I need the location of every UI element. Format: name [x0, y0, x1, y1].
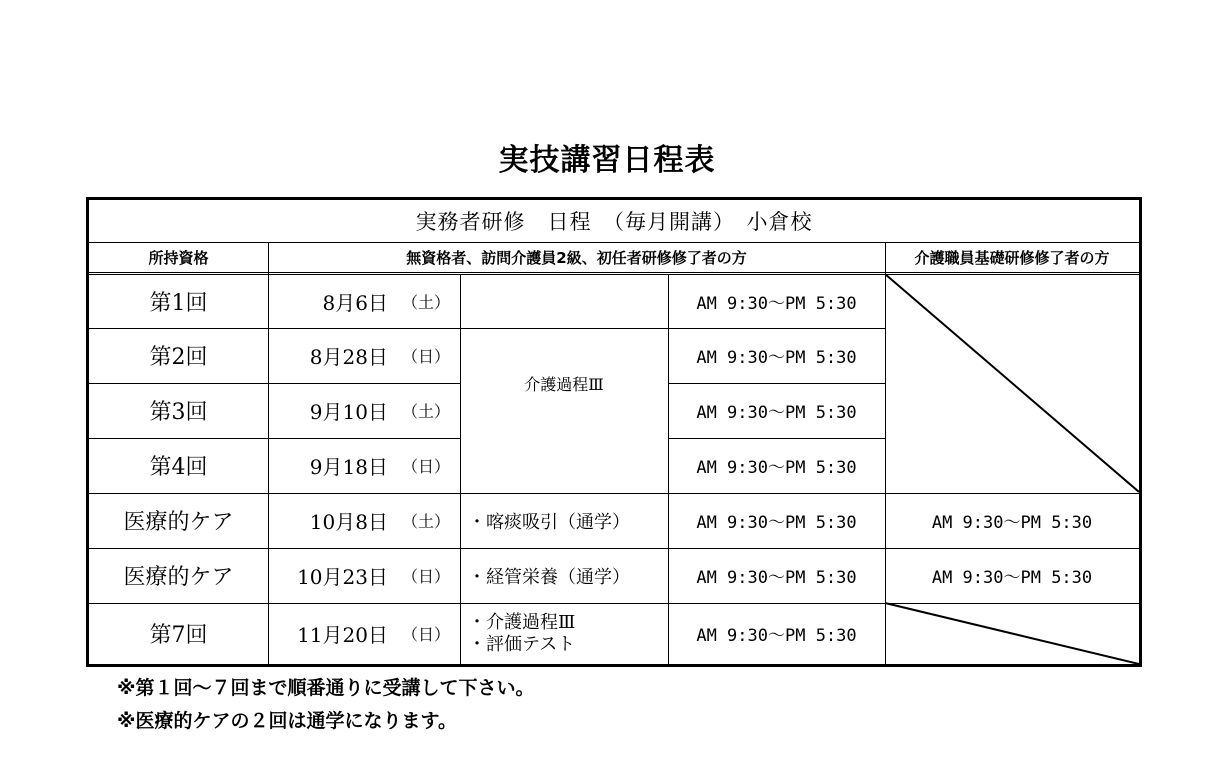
day-of-week: （土） — [401, 402, 450, 421]
date-cell — [268, 438, 460, 493]
merged-course: 介護過程Ⅲ — [524, 375, 604, 394]
date-cell — [268, 274, 460, 328]
day-of-week: （日） — [401, 625, 450, 644]
course-items — [460, 603, 668, 664]
time-a: AM 9:30～PM 5:30 — [696, 626, 857, 646]
day-of-week: （日） — [401, 567, 450, 586]
date: 10月8日 — [309, 510, 388, 534]
page-title: 実技講習日程表 — [498, 143, 716, 178]
schedule-table — [86, 197, 1142, 667]
header-group-a: 無資格者、訪問介護員2級、初任者研修修了者の方 — [406, 248, 747, 267]
banner: 実務者研修 日程 （毎月開講） 小倉校 — [415, 210, 813, 234]
day-of-week: （土） — [401, 292, 450, 312]
time-a: AM 9:30～PM 5:30 — [696, 513, 857, 533]
session-label: 医療的ケア — [123, 510, 234, 535]
time-a: AM 9:30～PM 5:30 — [696, 403, 857, 423]
time-a: AM 9:30～PM 5:30 — [696, 458, 857, 478]
session-label: 医療的ケア — [123, 565, 234, 590]
header-group-b: 介護職員基礎研修修了者の方 — [914, 248, 1110, 267]
day-of-week: （日） — [401, 347, 450, 366]
day-of-week: （土） — [401, 512, 450, 531]
session-label: 第4回 — [149, 455, 208, 480]
date: 11月20日 — [297, 623, 388, 647]
course-item: ・経管栄養（通学） — [468, 566, 630, 588]
date-cell — [268, 603, 460, 664]
time-b: AM 9:30～PM 5:30 — [931, 513, 1093, 533]
session-label: 第1回 — [149, 290, 208, 316]
date: 9月10日 — [309, 400, 388, 424]
date-cell — [268, 493, 460, 548]
note-order: ※第１回～７回まで順番通りに受講して下さい。 — [117, 677, 535, 699]
course-item: ・介護過程Ⅲ — [468, 611, 576, 633]
day-of-week: （日） — [401, 457, 450, 476]
course-item: ・喀痰吸引（通学） — [468, 511, 630, 533]
header-qualification: 所持資格 — [148, 248, 209, 267]
time-a: AM 9:30～PM 5:30 — [696, 568, 857, 588]
session-label: 第7回 — [149, 623, 208, 648]
date-cell — [268, 328, 460, 383]
date: 8月28日 — [309, 345, 388, 369]
date-cell — [268, 548, 460, 603]
date: 9月18日 — [309, 455, 388, 479]
time-a: AM 9:30～PM 5:30 — [696, 293, 857, 314]
session-label: 第2回 — [149, 345, 208, 370]
time-b: AM 9:30～PM 5:30 — [931, 568, 1093, 588]
note-commute: ※医療的ケアの２回は通学になります。 — [117, 710, 457, 732]
date-cell — [268, 383, 460, 438]
date: 8月6日 — [322, 290, 388, 315]
date: 10月23日 — [297, 565, 388, 589]
session-label: 第3回 — [149, 400, 208, 425]
course-item: ・評価テスト — [468, 633, 576, 655]
time-a: AM 9:30～PM 5:30 — [696, 348, 857, 368]
